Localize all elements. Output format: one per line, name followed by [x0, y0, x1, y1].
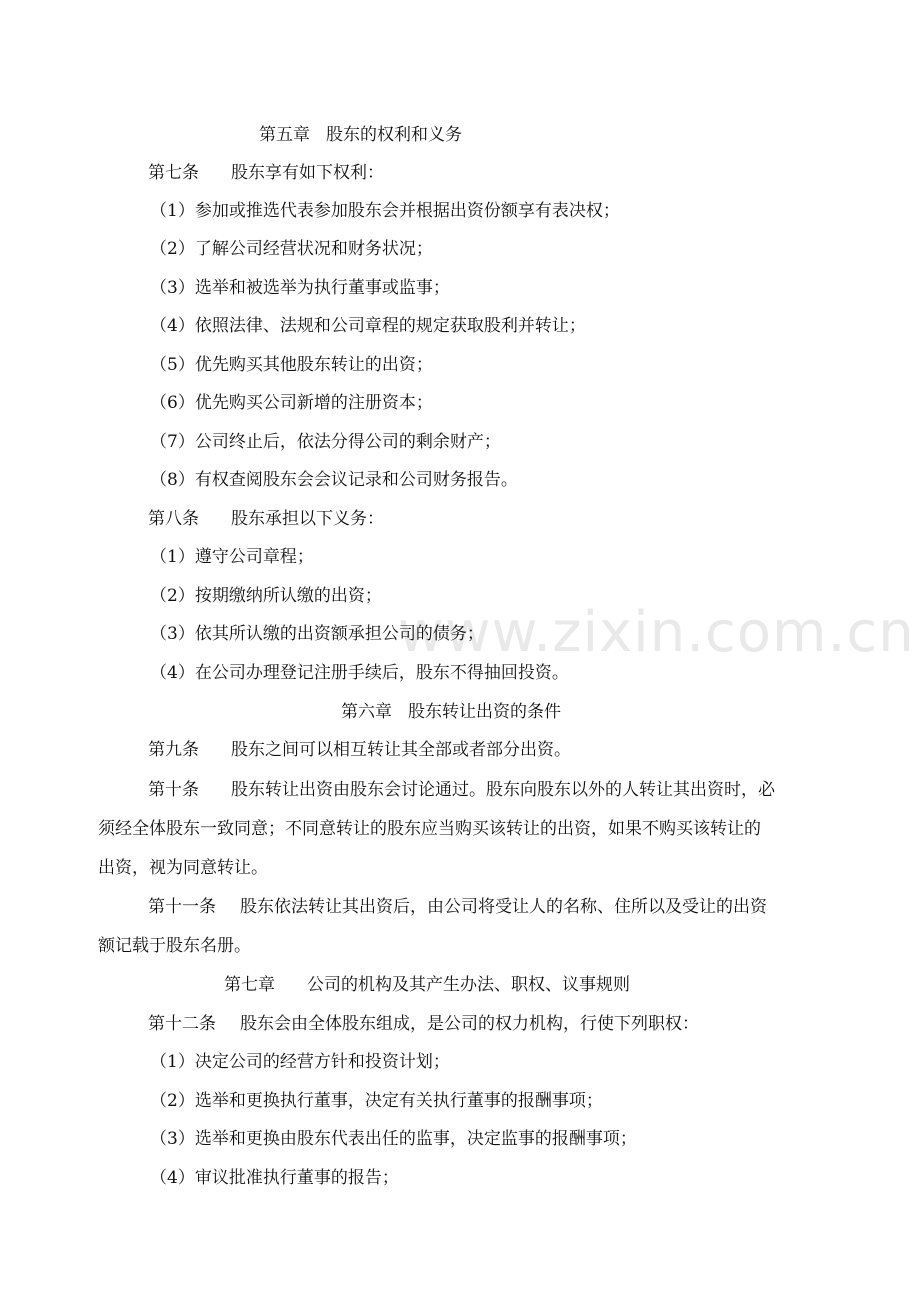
chapter-6-heading [341, 701, 561, 723]
article-text: 股东承担以下义务： [231, 509, 384, 529]
chapter-5-heading [259, 124, 462, 146]
list-item: （1）决定公司的经营方针和投资计划； [150, 1052, 450, 1072]
list-item: （1）遵守公司章程； [150, 547, 314, 567]
article-label: 第七条 [148, 163, 199, 183]
list-item: （5）优先购买其他股东转让的出资； [150, 355, 433, 375]
list-item: （4）在公司办理登记注册手续后，股东不得抽回投资。 [150, 663, 569, 683]
list-item: （3）依其所认缴的出资额承担公司的债务； [150, 624, 484, 644]
list-item: （6）优先购买公司新增的注册资本； [150, 393, 433, 413]
article-10-continuation: 须经全体股东一致同意；不同意转让的股东应当购买该转让的出资，如果不购买该转让的 [98, 819, 761, 839]
article-9 [148, 739, 571, 761]
article-11-continuation: 额记载于股东名册。 [98, 936, 251, 956]
article-7 [148, 162, 384, 184]
article-label: 第九条 [148, 740, 199, 760]
article-10-continuation: 出资，视为同意转让。 [98, 858, 268, 878]
list-item: （3）选举和更换由股东代表出任的监事，决定监事的报酬事项； [150, 1129, 637, 1149]
article-text: 股东转让出资由股东会讨论通过。股东向股东以外的人转让其出资时，必 [231, 780, 775, 800]
list-item: （4）审议批准执行董事的报告； [150, 1168, 399, 1188]
chapter-title: 公司的机构及其产生办法、职权、议事规则 [307, 975, 630, 995]
list-item: （2）按期缴纳所认缴的出资； [150, 586, 382, 606]
chapter-title: 股东的权利和义务 [326, 125, 462, 145]
list-item: （3）选举和被选举为执行董事或监事； [150, 278, 450, 298]
article-12 [148, 1013, 699, 1035]
article-label: 第八条 [148, 509, 199, 529]
chapter-number: 第七章 [224, 975, 275, 995]
watermark: www.zixin.com.cn [398, 600, 915, 665]
article-8 [148, 508, 384, 530]
article-text: 股东依法转让其出资后，由公司将受让人的名称、住所以及受让的出资 [240, 897, 767, 917]
list-item: （8）有权查阅股东会会议记录和公司财务报告。 [150, 470, 518, 490]
list-item: （4）依照法律、法规和公司章程的规定获取股利并转让； [150, 316, 586, 336]
chapter-title: 股东转让出资的条件 [408, 702, 561, 722]
article-label: 第十二条 [148, 1014, 216, 1034]
list-item: （1）参加或推选代表参加股东会并根据出资份额享有表决权； [150, 201, 620, 221]
article-11 [148, 896, 767, 918]
article-text: 股东之间可以相互转让其全部或者部分出资。 [231, 740, 571, 760]
article-text: 股东会由全体股东组成，是公司的权力机构，行使下列职权： [240, 1014, 699, 1034]
chapter-number: 第六章 [341, 702, 392, 722]
article-label: 第十一条 [148, 897, 216, 917]
list-item: （2）选举和更换执行董事，决定有关执行董事的报酬事项； [150, 1091, 603, 1111]
list-item: （7）公司终止后，依法分得公司的剩余财产； [150, 432, 501, 452]
article-label: 第十条 [148, 780, 199, 800]
list-item: （2）了解公司经营状况和财务状况； [150, 239, 433, 259]
article-text: 股东享有如下权利： [231, 163, 384, 183]
chapter-7-heading [224, 974, 630, 996]
article-10 [148, 779, 775, 801]
chapter-number: 第五章 [259, 125, 310, 145]
